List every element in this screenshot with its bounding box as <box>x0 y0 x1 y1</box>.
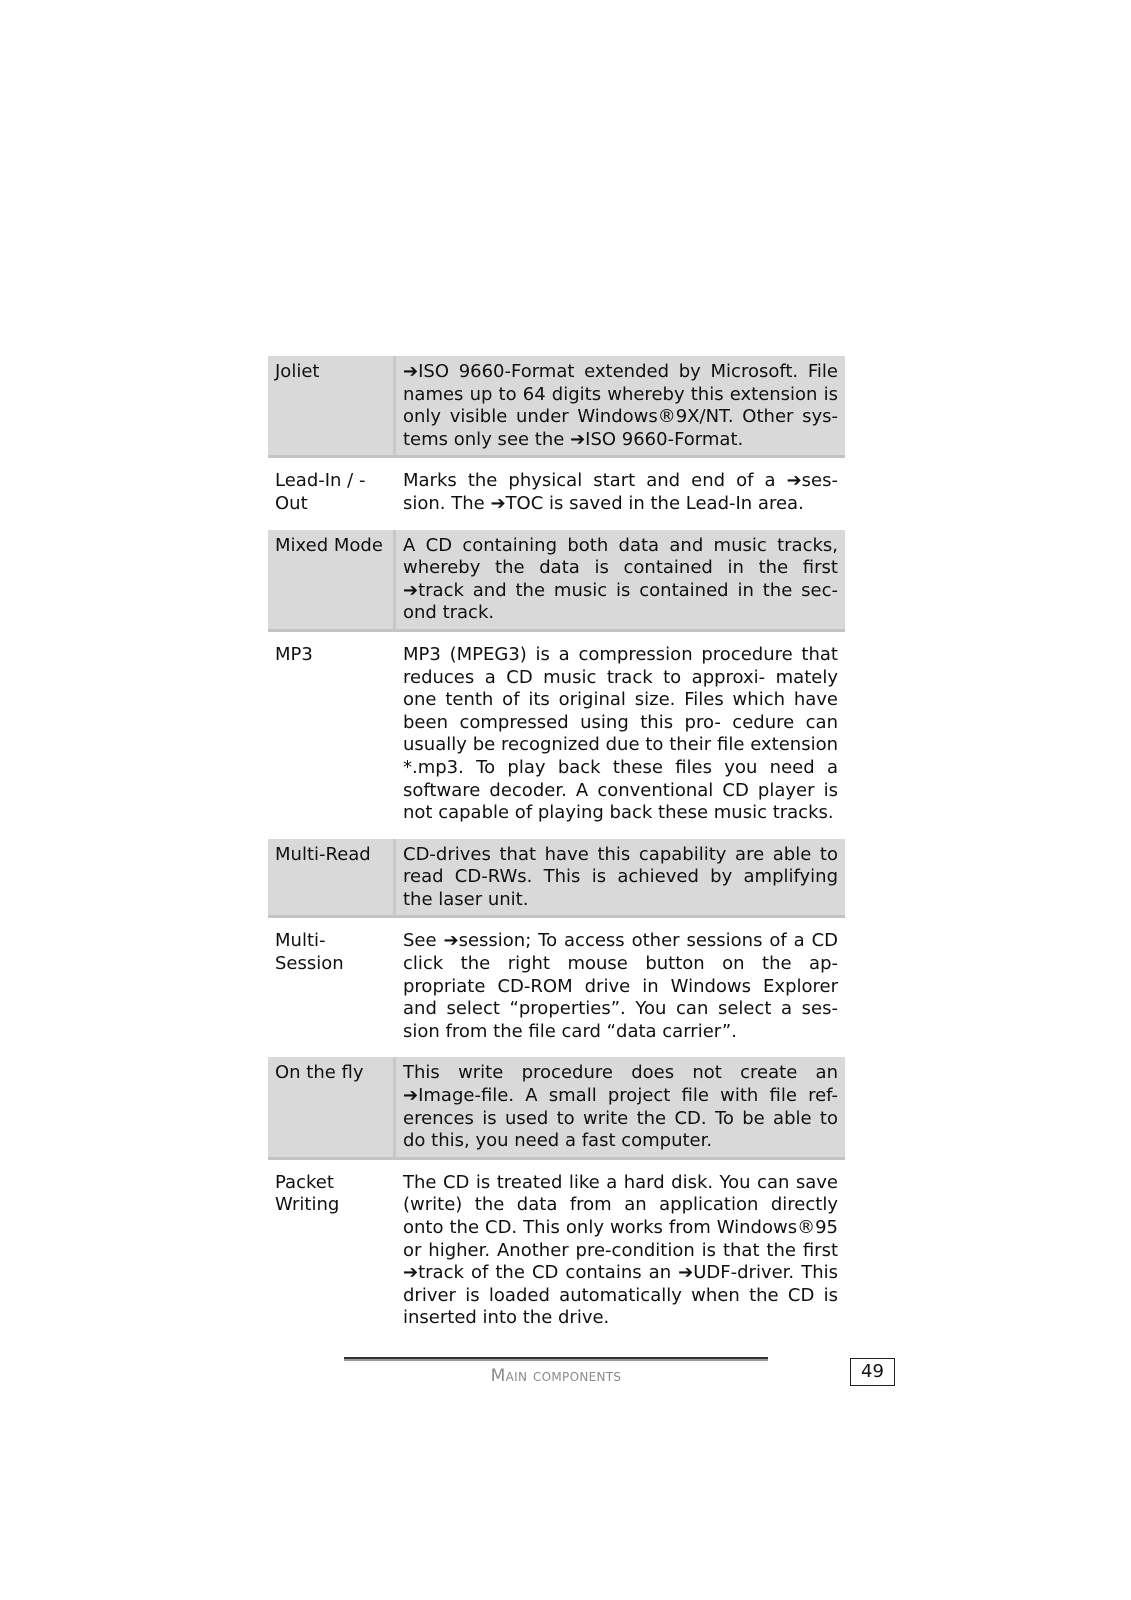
glossary-definition: The CD is treated like a hard disk. You can save (write) the data from an application directly onto the CD. This only works from Windows®95 or higher. Another pre-condition is that the first ➔track of the CD contains an ➔UDF-driver. This driver is loaded automatically when the CD is inserted into the drive. <box>403 1171 838 1329</box>
glossary-definition: A CD containing both data and music tracks, whereby the data is contained in the first ➔track and the music is contained in the sec- ond track. <box>403 534 838 624</box>
glossary-term: Multi-Read <box>268 839 396 916</box>
glossary-entry-on-the-fly <box>268 1057 845 1159</box>
glossary-entry-multi-read <box>268 839 845 919</box>
glossary-entry-mixed-mode <box>268 530 845 632</box>
glossary-definition: This write procedure does not create an ➔Image-file. A small project file with file ref- erences is used to write the CD. To be able to do this, you need a fast computer. <box>403 1062 838 1152</box>
glossary-term: Packet Writing <box>275 1171 340 1216</box>
glossary-table <box>268 356 845 1344</box>
glossary-entry-multi-session <box>268 925 845 1050</box>
page-number: 49 <box>850 1358 895 1386</box>
glossary-definition: ➔ISO 9660-Format extended by Microsoft. File names up to 64 digits whereby this extension is only visible under Windows®9X/NT. Other sys- tems only see the ➔ISO 9660-Format. <box>403 361 838 450</box>
glossary-entry-joliet <box>268 356 845 458</box>
glossary-term: MP3 <box>275 643 313 665</box>
glossary-definition: CD-drives that have this capability are able to read CD-RWs. This is achieved by amplifying the laser unit. <box>403 843 838 910</box>
glossary-term: Lead-In / - Out <box>275 470 366 514</box>
glossary-term: On the fly <box>268 1057 396 1156</box>
glossary-term: Mixed Mode <box>268 530 396 629</box>
glossary-term: Joliet <box>268 356 396 455</box>
footer-divider <box>344 1357 768 1361</box>
glossary-entry-packet-writing <box>268 1167 845 1337</box>
footer-section-title: Main components <box>490 1366 622 1386</box>
glossary-term: Multi- Session <box>275 930 344 975</box>
glossary-definition: See ➔session; To access other sessions of a CD click the right mouse button on the ap- propriate CD-ROM drive in Windows Explorer and select “properties”. You can select a ses- sion from the file card “data carrier”. <box>403 930 838 1042</box>
glossary-entry-lead-in-out <box>268 465 845 522</box>
glossary-definition: Marks the physical start and end of a ➔ses- sion. The ➔TOC is saved in the Lead-In area. <box>403 470 838 514</box>
glossary-definition: MP3 (MPEG3) is a compression procedure that reduces a CD music track to approxi- mately one tenth of its original size. Files which have been compressed using this pro- cedure can usually be recognized due to their file extension *.mp3. To play back these files you need a software decoder. A conventional CD player is not capable of playing back these music tracks. <box>403 643 838 824</box>
glossary-entry-mp3 <box>268 639 845 832</box>
